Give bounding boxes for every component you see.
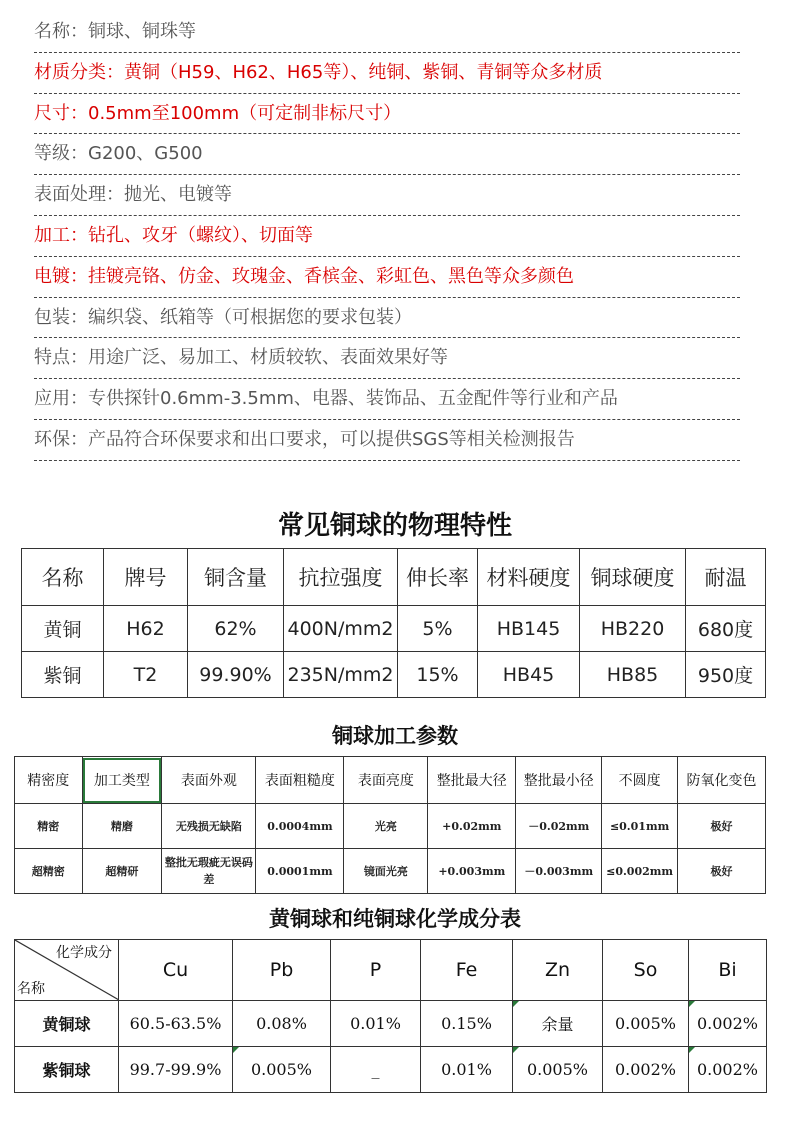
- table-cell: _: [331, 1047, 421, 1093]
- table-cell: 0.005%: [233, 1047, 331, 1093]
- table-cell: H62: [104, 606, 188, 652]
- spec-features: 特点：用途广泛、易加工、材质较软、表面效果好等: [34, 338, 740, 379]
- table-row: [15, 804, 766, 849]
- header-cell: 铜含量: [188, 549, 284, 606]
- header-cell: 表面粗糙度: [256, 757, 344, 804]
- spec-plating: 电镀：挂镀亮铬、仿金、玫瑰金、香槟金、彩虹色、黑色等众多颜色: [34, 257, 740, 298]
- table-header-row: [15, 757, 766, 804]
- table-cell: HB145: [478, 606, 580, 652]
- header-cell: 表面外观: [162, 757, 256, 804]
- spec-list: [34, 12, 740, 461]
- table-cell: 紫铜球: [15, 1047, 119, 1093]
- table-cell: ≤0.002mm: [602, 849, 678, 894]
- table-cell: 0.002%: [689, 1001, 767, 1047]
- spec-surface: 表面处理：抛光、电镀等: [34, 175, 740, 216]
- header-cell: 整批最大径: [428, 757, 516, 804]
- table-cell: 0.01%: [331, 1001, 421, 1047]
- table-row: [15, 1001, 767, 1047]
- table-cell: 0.15%: [421, 1001, 513, 1047]
- physical-title: 常见铜球的物理特性: [277, 511, 512, 541]
- header-cell: 牌号: [104, 549, 188, 606]
- table-cell: 余量: [513, 1001, 603, 1047]
- table-cell: 235N/mm2: [284, 652, 398, 698]
- header-cell: Bi: [689, 940, 767, 1001]
- corner-top-label: 化学成分: [56, 945, 112, 961]
- table-cell: 超精研: [82, 849, 162, 894]
- spec-name: 名称：铜球、铜珠等: [34, 12, 740, 53]
- header-cell: Pb: [233, 940, 331, 1001]
- table-cell: 极好: [677, 804, 765, 849]
- header-cell: So: [603, 940, 689, 1001]
- table-cell: 极好: [677, 849, 765, 894]
- header-cell: 名称: [22, 549, 104, 606]
- table-cell: 精磨: [82, 804, 162, 849]
- header-cell: Fe: [421, 940, 513, 1001]
- table-cell: +0.003mm: [428, 849, 516, 894]
- table-cell: 0.08%: [233, 1001, 331, 1047]
- table-cell: HB220: [580, 606, 686, 652]
- header-cell: 表面亮度: [344, 757, 428, 804]
- header-cell: 精密度: [15, 757, 83, 804]
- corner-header-cell: [15, 940, 119, 1001]
- spec-application: 应用：专供探针0.6mm-3.5mm、电器、装饰品、五金配件等行业和产品: [34, 379, 740, 420]
- header-cell: 材料硬度: [478, 549, 580, 606]
- table-cell: 0.005%: [513, 1047, 603, 1093]
- table-cell: 黄铜: [22, 606, 104, 652]
- table-cell: 黄铜球: [15, 1001, 119, 1047]
- table-cell: 整批无瑕疵无误码差: [162, 849, 256, 894]
- chemical-title: 黄铜球和纯铜球化学成分表: [269, 907, 521, 931]
- table-cell: T2: [104, 652, 188, 698]
- header-cell: 铜球硬度: [580, 549, 686, 606]
- header-cell: 防氧化变色: [677, 757, 765, 804]
- table-cell: 99.7-99.9%: [119, 1047, 233, 1093]
- table-row: [22, 606, 766, 652]
- table-row: [15, 1047, 767, 1093]
- table-cell: HB85: [580, 652, 686, 698]
- table-header-row: [22, 549, 766, 606]
- header-cell: 不圆度: [602, 757, 678, 804]
- spec-grade: 等级：G200、G500: [34, 134, 740, 175]
- table-cell: 0.0001mm: [256, 849, 344, 894]
- table-cell: 0.0004mm: [256, 804, 344, 849]
- table-header-row: [15, 940, 767, 1001]
- table-cell: 400N/mm2: [284, 606, 398, 652]
- table-cell: 62%: [188, 606, 284, 652]
- table-cell: －0.003mm: [516, 849, 602, 894]
- table-cell: 950度: [686, 652, 766, 698]
- table-cell: 无残损无缺陷: [162, 804, 256, 849]
- chemical-table: [14, 939, 767, 1093]
- header-cell: 耐温: [686, 549, 766, 606]
- header-cell: 伸长率: [398, 549, 478, 606]
- table-cell: 镜面光亮: [344, 849, 428, 894]
- table-cell: 0.01%: [421, 1047, 513, 1093]
- header-cell: Cu: [119, 940, 233, 1001]
- table-row: [22, 652, 766, 698]
- header-cell: Zn: [513, 940, 603, 1001]
- table-cell: 光亮: [344, 804, 428, 849]
- table-cell: 0.005%: [603, 1001, 689, 1047]
- table-cell: ≤0.01mm: [602, 804, 678, 849]
- table-cell: 精密: [15, 804, 83, 849]
- table-cell: 超精密: [15, 849, 83, 894]
- spec-packaging: 包装：编织袋、纸箱等（可根据您的要求包装）: [34, 298, 740, 339]
- table-cell: 15%: [398, 652, 478, 698]
- processing-table: [14, 756, 766, 894]
- header-cell: P: [331, 940, 421, 1001]
- table-cell: －0.02mm: [516, 804, 602, 849]
- header-cell-selected[interactable]: 加工类型: [82, 757, 162, 804]
- table-cell: +0.02mm: [428, 804, 516, 849]
- spec-size: 尺寸：0.5mm至100mm（可定制非标尺寸）: [34, 94, 740, 135]
- table-cell: 紫铜: [22, 652, 104, 698]
- table-cell: 60.5-63.5%: [119, 1001, 233, 1047]
- table-cell: 0.002%: [689, 1047, 767, 1093]
- physical-table: [21, 548, 766, 698]
- header-cell: 抗拉强度: [284, 549, 398, 606]
- table-cell: 680度: [686, 606, 766, 652]
- header-cell: 整批最小径: [516, 757, 602, 804]
- spec-environment: 环保：产品符合环保要求和出口要求，可以提供SGS等相关检测报告: [34, 420, 740, 461]
- table-cell: 0.002%: [603, 1047, 689, 1093]
- table-cell: 5%: [398, 606, 478, 652]
- table-row: [15, 849, 766, 894]
- table-cell: HB45: [478, 652, 580, 698]
- corner-bottom-label: 名称: [17, 981, 45, 997]
- spec-material: 材质分类：黄铜（H59、H62、H65等）、纯铜、紫铜、青铜等众多材质: [34, 53, 740, 94]
- processing-title: 铜球加工参数: [332, 724, 458, 748]
- table-cell: 99.90%: [188, 652, 284, 698]
- spec-processing: 加工：钻孔、攻牙（螺纹）、切面等: [34, 216, 740, 257]
